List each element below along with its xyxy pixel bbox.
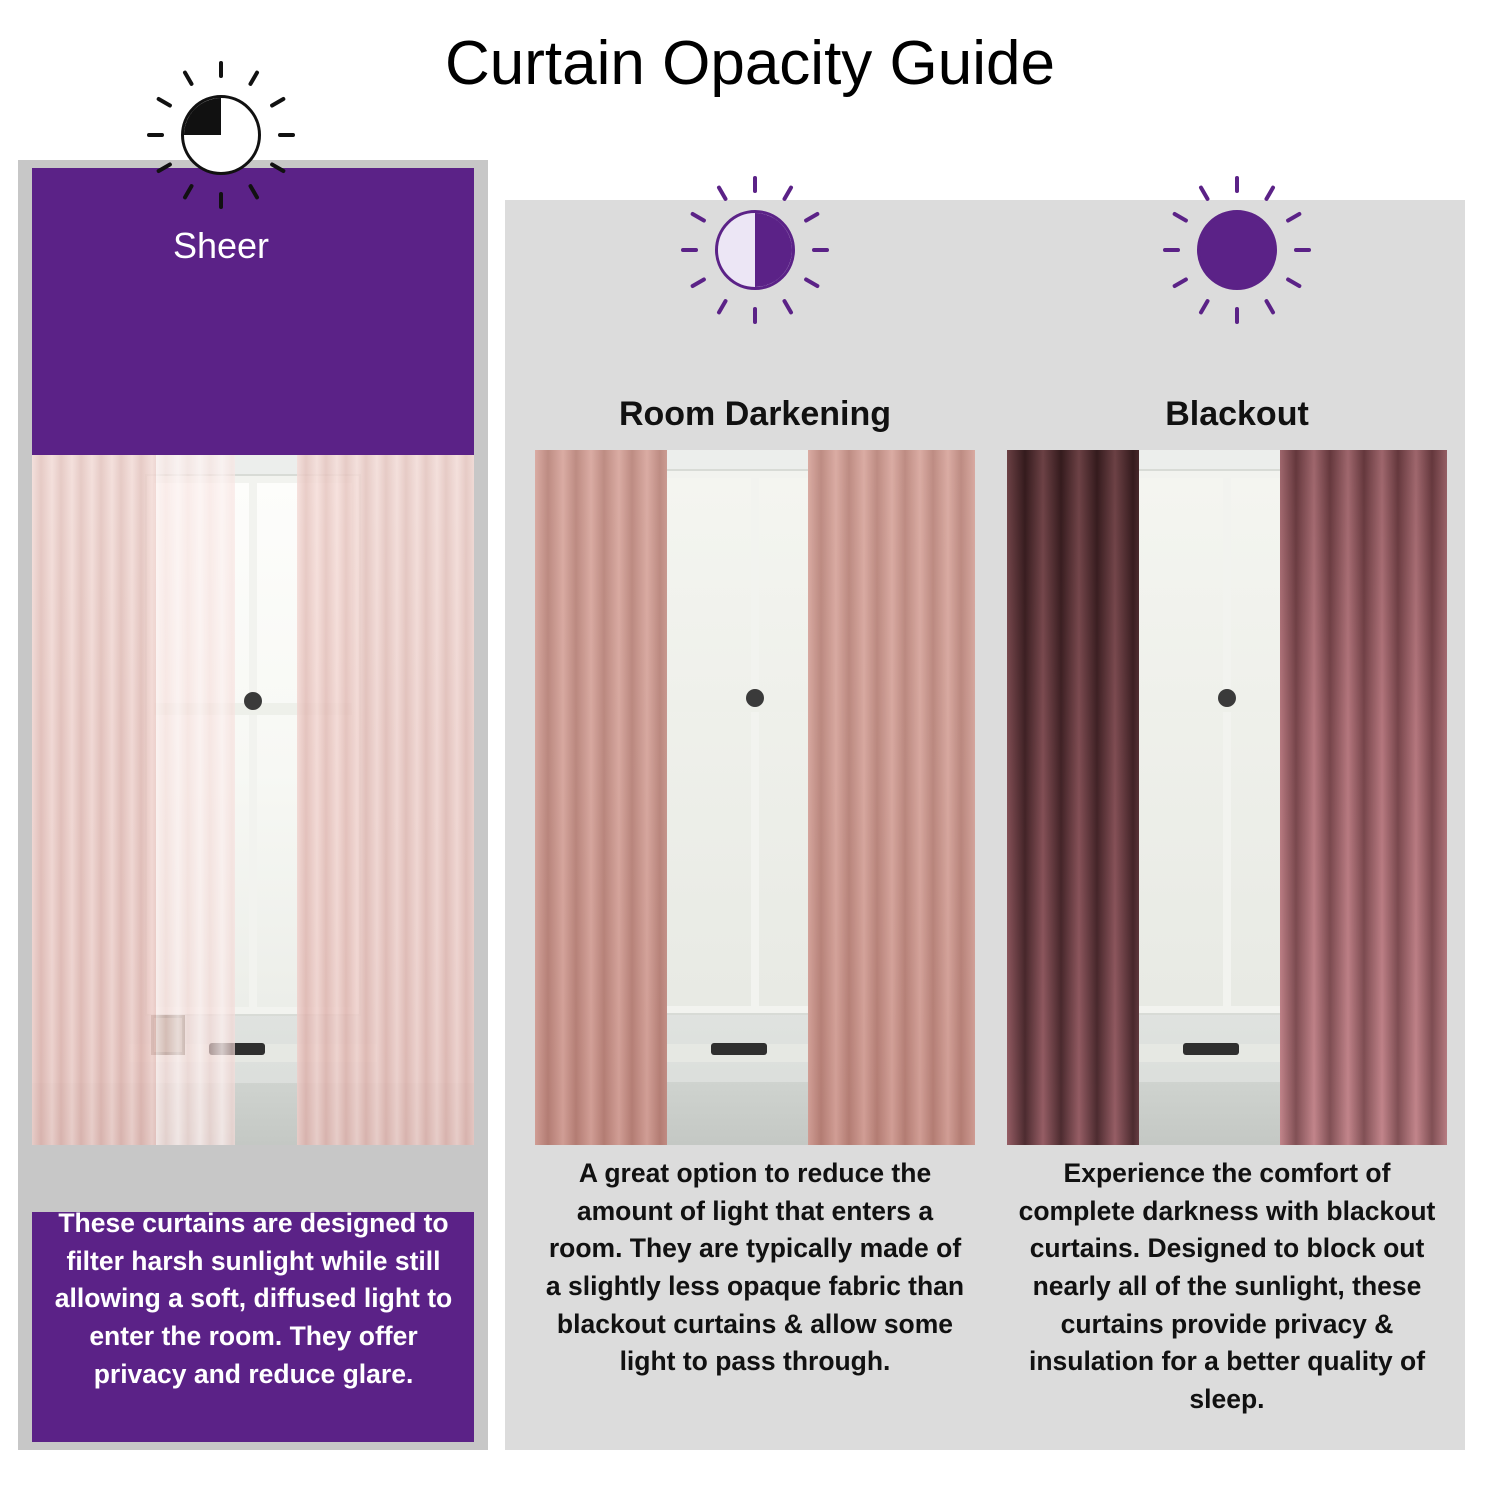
sun-ray	[753, 307, 757, 324]
card-description-sheer: These curtains are designed to filter harsh sunlight while still allowing a soft, diffused light to enter the room. They offer privacy and reduce glare.	[54, 1208, 453, 1389]
sun-ray	[248, 70, 260, 87]
sun-ray	[753, 176, 757, 193]
photo-sheer	[32, 455, 474, 1145]
sun-ray	[248, 183, 260, 200]
sun-ray	[1163, 248, 1180, 252]
sun-half-filled-icon	[680, 175, 830, 325]
card-heading-sheer: Sheer	[172, 225, 270, 266]
sun-ray	[1285, 211, 1302, 223]
sun-ray	[1285, 277, 1302, 289]
curtain-panel-right	[808, 450, 975, 1145]
window-mullion-vertical	[249, 483, 257, 1007]
sun-ray	[782, 185, 794, 202]
page-title: Curtain Opacity Guide	[445, 29, 1055, 98]
sun-ray	[1264, 298, 1276, 315]
sill-object-decor	[1183, 1043, 1239, 1055]
card-sheer-header-band	[32, 168, 474, 460]
photo-room-darkening	[535, 450, 975, 1145]
window-mullion-vertical	[1223, 478, 1231, 1006]
sun-ray	[782, 298, 794, 315]
sun-core-sheer	[181, 95, 261, 175]
card-description-room-darkening: A great option to reduce the amount of light that enters a room. They are typically made of a slightly less opaque fabric than blackout curtains & allow some light to pass through.	[545, 1158, 965, 1377]
sun-ray	[1264, 185, 1276, 202]
photo-blackout	[1007, 450, 1447, 1145]
curtain-panel-left	[32, 455, 156, 1145]
sun-ray	[803, 211, 820, 223]
scene-sheer	[32, 455, 474, 1145]
sun-ray	[716, 185, 728, 202]
sun-ray	[269, 96, 286, 108]
sun-ray	[156, 96, 173, 108]
sun-ray	[1235, 176, 1239, 193]
sun-core-blackout	[1197, 210, 1277, 290]
sun-ray	[269, 162, 286, 174]
sill-object-decor	[711, 1043, 767, 1055]
sun-core-room-darkening	[715, 210, 795, 290]
sun-ray	[803, 277, 820, 289]
curtain-panel-middle	[156, 455, 236, 1145]
sun-quarter-filled-icon	[146, 60, 296, 210]
card-description-blackout: Experience the comfort of complete darkness with blackout curtains. Designed to block out nearly all of the sunlight, these curtains provide privacy & insulation for a better quality of sleep.	[1018, 1158, 1436, 1414]
scene-blackout	[1007, 450, 1447, 1145]
curtain-panel-left	[535, 450, 667, 1145]
sun-ray	[1198, 185, 1210, 202]
sun-full-filled-icon	[1162, 175, 1312, 325]
sun-ray	[1198, 298, 1210, 315]
sun-ray	[156, 162, 173, 174]
sun-ray	[278, 133, 295, 137]
sun-ray	[1172, 277, 1189, 289]
sun-ray	[716, 298, 728, 315]
curtain-panel-right	[1280, 450, 1447, 1145]
sun-ray	[1294, 248, 1311, 252]
card-heading-blackout: Blackout	[1165, 395, 1309, 433]
sun-ray	[690, 211, 707, 223]
sun-fill-quarter	[184, 98, 221, 135]
sun-ray	[1235, 307, 1239, 324]
sun-ray	[147, 133, 164, 137]
sun-ray	[219, 61, 223, 78]
scene-room-darkening	[535, 450, 975, 1145]
window-latch	[746, 689, 764, 707]
curtain-panel-left	[1007, 450, 1139, 1145]
sun-ray	[1172, 211, 1189, 223]
window-latch	[1218, 689, 1236, 707]
sun-ray	[690, 277, 707, 289]
curtain-panel-right	[297, 455, 474, 1145]
sun-fill-half	[755, 213, 792, 287]
sun-ray	[219, 192, 223, 209]
sun-ray	[182, 70, 194, 87]
card-heading-room-darkening: Room Darkening	[618, 395, 892, 433]
sun-ray	[182, 183, 194, 200]
sun-ray	[681, 248, 698, 252]
window-mullion-vertical	[751, 478, 759, 1006]
sun-ray	[812, 248, 829, 252]
